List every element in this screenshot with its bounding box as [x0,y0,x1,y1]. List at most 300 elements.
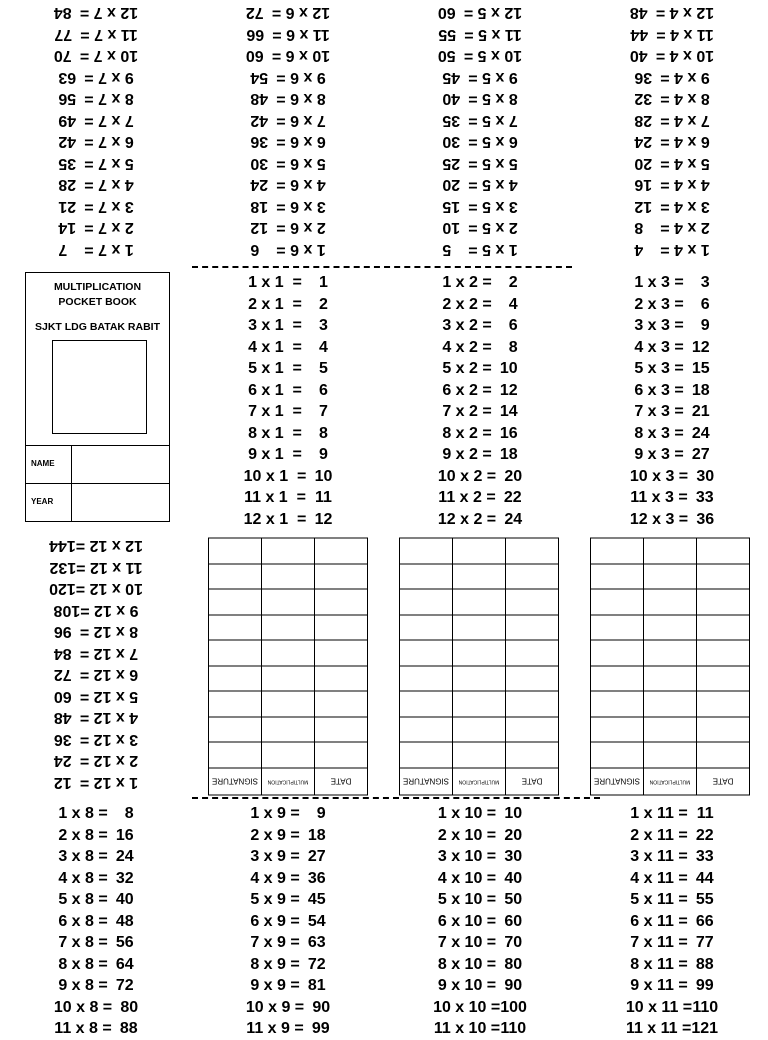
signature-cell[interactable] [506,615,559,641]
equation-row [576,131,768,153]
equation-expression: 11 x 2 = [438,489,496,506]
signature-cell[interactable] [591,539,644,565]
signature-cell[interactable] [400,615,453,641]
signature-cell[interactable] [400,539,453,565]
equation-row [384,911,576,933]
equation-row [192,401,384,423]
signature-cell[interactable] [644,590,697,616]
equation-expression: 12 x 5 = [463,4,523,22]
equation-row [0,24,192,46]
equation-row [192,131,384,153]
equation-row [192,24,384,46]
equation-expression: 4 x 2 = [442,338,492,356]
equation-row [192,2,384,24]
cover-panel [25,272,170,522]
equation-expression: 11 x 4 = [656,26,714,43]
signature-cell[interactable] [262,743,315,769]
equation-result: 120 [49,580,76,598]
equation-expression: 8 x 1 = [248,424,302,442]
signature-row [591,590,750,616]
signature-row [591,539,750,565]
signature-cell[interactable] [697,666,750,692]
equation-row [192,358,384,380]
equation-expression: 2 x 9 = [250,826,300,844]
equation-row [0,535,192,557]
equation-row [0,889,192,911]
signature-row [400,615,559,641]
equation-row [576,315,768,337]
signature-row [591,717,750,743]
signature-cell[interactable] [506,539,559,565]
equation-result: 33 [695,489,714,506]
equation-expression: 6 x 5 = [468,133,518,151]
multiplication-header: MULTIPLICATION [453,768,506,795]
signature-cell[interactable] [506,641,559,667]
equation-expression: 7 x 10 = [437,934,497,951]
equation-result: 32 [115,869,134,887]
equation-result: 50 [437,47,456,65]
equation-result: 10 [499,360,518,377]
equation-expression: 6 x 2 = [442,381,492,399]
signature-cell[interactable] [591,717,644,743]
signature-header-row [400,768,559,795]
signature-cell[interactable] [315,666,368,692]
equation-row [384,110,576,132]
signature-grid [590,538,750,796]
equation-expression: 3 x 3 = [634,317,684,334]
equation-result: 20 [634,155,653,172]
signature-cell[interactable] [209,743,262,769]
signature-table-2 [399,538,559,796]
signature-row [209,590,368,616]
equation-result: 50 [504,891,523,908]
equation-expression: 1 x 10 = [437,805,497,822]
signature-header-row [209,768,368,795]
equation-result: 48 [629,4,648,22]
equation-row [384,358,576,380]
equation-result: 66 [695,912,714,930]
signature-cell[interactable] [209,615,262,641]
signature-cell[interactable] [591,590,644,616]
equation-row [576,110,768,132]
equation-result: 60 [437,4,456,22]
name-field[interactable] [71,446,169,484]
table-5-upside-down [384,2,576,260]
equation-row [0,239,192,261]
equation-result: 40 [504,869,523,887]
cover-title-line1: MULTIPLICATION [53,281,142,293]
equation-row [576,825,768,847]
signature-cell[interactable] [697,717,750,743]
equation-expression: 8 x 6 = [276,90,326,108]
equation-expression: 4 x 8 = [58,869,108,887]
signature-cell[interactable] [209,590,262,616]
signature-cell[interactable] [262,666,315,692]
equation-expression: 9 x 12 = [80,602,139,619]
equation-expression: 5 x 11 = [630,891,688,908]
signature-cell[interactable] [644,564,697,590]
equation-row [576,272,768,294]
equation-expression: 7 x 11 = [630,934,688,951]
equation-expression: 11 x 8 = [54,1020,112,1037]
equation-expression: 2 x 6 = [276,219,326,237]
signature-cell[interactable] [315,641,368,667]
equation-expression: 1 x 3 = [634,274,684,291]
signature-cell[interactable] [315,717,368,743]
signature-row [209,564,368,590]
equation-result: 18 [307,826,326,844]
equation-row [0,131,192,153]
equation-expression: 2 x 5 = [468,219,518,237]
signature-cell[interactable] [262,564,315,590]
equation-result: 99 [695,977,714,994]
signature-cell[interactable] [453,590,506,616]
equation-expression: 5 x 8 = [58,891,108,908]
equation-result: 108 [53,602,81,619]
equation-result: 10 [504,805,523,822]
signature-cell[interactable] [209,564,262,590]
equation-result: 84 [53,4,72,22]
equation-result: 72 [307,955,326,973]
equation-row [192,67,384,89]
equation-row [192,217,384,239]
signature-cell[interactable] [315,539,368,565]
equation-expression: 4 x 7 = [84,176,134,194]
signature-cell[interactable] [591,743,644,769]
equation-expression: 10 x 8 = [53,998,113,1016]
equation-expression: 2 x 1 = [248,295,302,313]
equation-result: 48 [115,912,134,930]
signature-cell[interactable] [697,590,750,616]
table-6-upside-down [192,2,384,260]
signature-row [209,666,368,692]
signature-cell[interactable] [400,564,453,590]
equation-expression: 11 x 3 = [630,489,688,506]
equation-result: 11 [315,489,332,506]
equation-row [384,846,576,868]
signature-cell[interactable] [506,692,559,718]
equation-result: 21 [691,403,710,420]
equation-expression: 4 x 5 = [468,176,518,194]
equation-row [384,272,576,294]
equation-expression: 9 x 1 = [248,446,302,463]
equation-expression: 6 x 9 = [250,912,300,930]
signature-cell[interactable] [262,590,315,616]
equation-result: 14 [499,403,518,420]
equation-row [192,466,384,488]
equation-expression: 10 x 1 = [243,467,307,485]
equation-row [192,153,384,175]
equation-expression: 11 x 5 = [464,26,522,43]
equation-result: 10 [442,219,461,237]
equation-row [192,868,384,890]
equation-row [0,750,192,772]
signature-row [400,717,559,743]
equation-expression: 12 x 6 = [271,4,331,22]
signature-row [400,590,559,616]
equation-row [0,600,192,622]
equation-row [0,729,192,751]
equation-row [384,997,576,1019]
equation-row [576,380,768,402]
signature-row [209,743,368,769]
signature-cell[interactable] [209,717,262,743]
equation-result: 20 [504,826,523,844]
signature-cell[interactable] [644,692,697,718]
equation-row [192,380,384,402]
equation-expression: 7 x 4 = [660,112,710,129]
signature-cell[interactable] [697,743,750,769]
equation-result: 36 [53,731,72,748]
date-header: DATE [697,768,750,795]
equation-result: 144 [49,537,76,555]
equation-result: 45 [307,891,326,908]
signature-table-3 [590,538,750,796]
signature-cell[interactable] [506,590,559,616]
year-field[interactable] [71,484,169,522]
signature-cell[interactable] [644,539,697,565]
equation-result: 11 [696,805,714,822]
signature-cell[interactable] [644,666,697,692]
equation-expression: 8 x 3 = [634,424,684,442]
signature-cell[interactable] [697,641,750,667]
equation-expression: 5 x 5 = [468,155,518,172]
name-label: NAME [31,459,55,468]
signature-cell[interactable] [315,615,368,641]
equation-result: 60 [53,688,72,705]
equation-row [576,217,768,239]
signature-cell[interactable] [591,615,644,641]
equation-row [192,45,384,67]
table-9 [192,803,384,1040]
equation-expression: 7 x 7 = [84,112,134,129]
equation-expression: 10 x 12 = [75,580,143,598]
signature-cell[interactable] [453,717,506,743]
equation-expression: 9 x 11 = [630,977,688,994]
equation-expression: 3 x 12 = [79,731,139,748]
equation-row [192,294,384,316]
equation-expression: 3 x 4 = [660,198,710,215]
signature-cell[interactable] [315,692,368,718]
equation-row [0,772,192,794]
equation-expression: 4 x 1 = [248,338,302,356]
equation-result: 60 [245,47,264,65]
signature-cell[interactable] [453,692,506,718]
equation-expression: 6 x 8 = [58,912,108,930]
equation-row [192,932,384,954]
signature-cell[interactable] [262,539,315,565]
signature-row [209,615,368,641]
equation-row [384,2,576,24]
equation-expression: 6 x 10 = [437,912,497,930]
signature-cell[interactable] [400,666,453,692]
equation-expression: 10 x 5 = [463,47,523,65]
equation-result: 121 [691,1020,719,1037]
equation-row [0,217,192,239]
signature-cell[interactable] [262,615,315,641]
equation-expression: 7 x 3 = [634,403,684,420]
equation-row [576,487,768,509]
equation-row [576,358,768,380]
equation-row [192,997,384,1019]
equation-expression: 8 x 10 = [437,955,497,973]
equation-row [192,272,384,294]
name-row [26,445,169,484]
equation-expression: 6 x 12 = [79,666,139,684]
signature-cell[interactable] [400,743,453,769]
equation-result: 27 [307,848,326,865]
equation-expression: 10 x 3 = [629,467,689,485]
equation-expression: 9 x 2 = [442,446,492,463]
equation-expression: 6 x 6 = [276,133,326,151]
signature-cell[interactable] [209,539,262,565]
equation-row [384,423,576,445]
equation-row [576,954,768,976]
table-7-upside-down [0,2,192,260]
equation-row [192,239,384,261]
signature-cell[interactable] [453,666,506,692]
equation-row [0,932,192,954]
equation-result: 30 [442,133,461,151]
equation-row [0,954,192,976]
signature-cell[interactable] [209,641,262,667]
equation-expression: 9 x 10 = [437,977,497,994]
signature-grid [399,538,559,796]
equation-expression: 8 x 12 = [79,623,139,641]
equation-row [576,444,768,466]
signature-cell[interactable] [400,641,453,667]
signature-cell[interactable] [506,666,559,692]
signature-cell[interactable] [262,641,315,667]
equation-row [192,846,384,868]
equation-result: 80 [120,998,139,1016]
signature-cell[interactable] [644,743,697,769]
equation-result: 36 [307,869,326,887]
signature-row [591,743,750,769]
equation-result: 88 [119,1020,138,1037]
signature-cell[interactable] [315,743,368,769]
equation-row [192,509,384,531]
table-2 [384,272,576,530]
equation-result: 12 [250,219,269,237]
signature-cell[interactable] [697,615,750,641]
signature-cell[interactable] [453,615,506,641]
equation-row [0,2,192,24]
signature-row [400,564,559,590]
equation-row [0,67,192,89]
signature-cell[interactable] [644,615,697,641]
equation-result: 63 [307,934,326,951]
equation-result: 1 [319,274,328,291]
equation-result: 40 [115,891,134,908]
signature-cell[interactable] [262,692,315,718]
equation-row [576,401,768,423]
signature-cell[interactable] [697,564,750,590]
equation-row [384,401,576,423]
signature-cell[interactable] [644,717,697,743]
signature-cell[interactable] [209,692,262,718]
signature-cell[interactable] [453,539,506,565]
equation-result: 16 [115,826,134,844]
signature-cell[interactable] [591,692,644,718]
signature-row [400,743,559,769]
equation-row [0,997,192,1019]
equation-result: 4 [634,241,644,258]
equation-expression: 8 x 8 = [58,955,108,973]
equation-result: 54 [307,912,326,930]
equation-row [576,239,768,261]
signature-cell[interactable] [506,743,559,769]
equation-result: 18 [691,381,710,399]
equation-result: 60 [504,912,523,930]
signature-cell[interactable] [644,641,697,667]
equation-result: 55 [695,891,714,908]
equation-expression: 3 x 9 = [250,848,300,865]
equation-expression: 1 x 7 = [84,241,134,258]
equation-row [384,975,576,997]
equation-row [576,153,768,175]
signature-cell[interactable] [697,692,750,718]
equation-row [384,932,576,954]
cut-line-bottom [192,797,600,799]
equation-expression: 9 x 7 = [84,69,134,86]
equation-expression: 10 x 4 = [655,47,715,65]
signature-cell[interactable] [697,539,750,565]
equation-result: 24 [691,424,710,442]
signature-cell[interactable] [400,590,453,616]
equation-expression: 5 x 1 = [248,360,302,377]
equation-expression: 1 x 2 = [442,274,492,291]
signature-cell[interactable] [453,743,506,769]
equation-result: 9 [316,805,326,822]
signature-cell[interactable] [315,564,368,590]
signature-cell[interactable] [506,717,559,743]
signature-row [591,641,750,667]
equation-expression: 8 x 5 = [468,90,518,108]
signature-cell[interactable] [591,564,644,590]
signature-cell[interactable] [315,590,368,616]
signature-cell[interactable] [453,641,506,667]
multiplication-header: MULTIPLICATION [262,768,315,795]
signature-cell[interactable] [262,717,315,743]
equation-result: 6 [508,317,518,334]
signature-cell[interactable] [400,692,453,718]
equation-expression: 11 x 6 = [272,26,330,43]
equation-result: 12 [691,338,710,356]
equation-row [384,294,576,316]
equation-expression: 12 x 2 = [437,510,497,528]
signature-cell[interactable] [591,666,644,692]
equation-row [192,315,384,337]
signature-cell[interactable] [209,666,262,692]
equation-expression: 1 x 12 = [79,774,139,791]
signature-cell[interactable] [591,641,644,667]
equation-expression: 9 x 9 = [250,977,300,994]
equation-expression: 10 x 2 = [437,467,497,485]
equation-row [192,803,384,825]
equation-result: 44 [695,869,714,887]
equation-result: 12 [314,510,333,528]
equation-expression: 2 x 12 = [79,752,139,770]
equation-result: 16 [634,176,653,194]
equation-row [384,174,576,196]
signature-table-1 [208,538,368,796]
signature-cell[interactable] [506,564,559,590]
equation-row [576,975,768,997]
signature-cell[interactable] [400,717,453,743]
signature-cell[interactable] [453,564,506,590]
equation-result: 28 [634,112,653,129]
